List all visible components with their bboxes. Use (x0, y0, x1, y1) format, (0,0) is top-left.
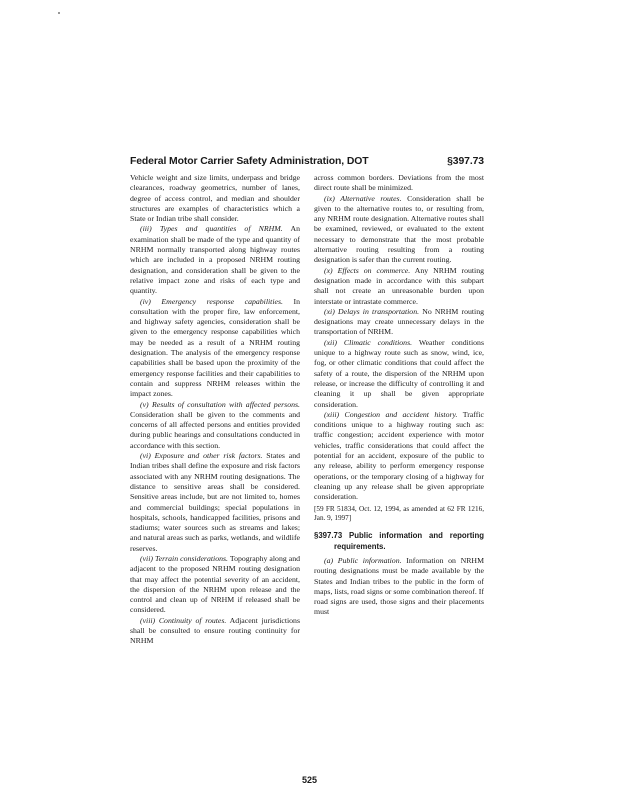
paragraph (130, 400, 300, 451)
paragraph (314, 194, 484, 266)
paragraph-heading: (v) Results of consultation with affected persons. (140, 399, 300, 409)
paragraph-text: Information on NRHM routing designations must be made available by the States and Indian tribes to the public in the form of maps, lists, road signs or some combination thereof. If road signs are used, those signs and their placements must (314, 555, 484, 617)
paragraph: Vehicle weight and size limits, underpass and bridge clearances, roadway geometrics, number of lanes, degree of access control, and median and shoulder structures are examples of characteristics which a State or Indian tribe shall consider. (130, 173, 300, 224)
paragraph-text: Weather conditions unique to a highway route such as snow, wind, ice, fog, or other climatic conditions that could affect the safety of a route, the dispersion of the NRHM upon release, or increase the difficulty of controlling it and cleaning it up shall be given appropriate consideration. (314, 337, 484, 409)
paragraph-text: Any NRHM routing designation made in accordance with this subpart shall not create an unreasonable burden upon interstate or intrastate commerce. (314, 265, 485, 306)
paragraph-heading: (vii) Terrain considerations. (140, 553, 228, 563)
paragraph-heading: (xii) Climatic conditions. (324, 337, 413, 347)
paragraph-heading: (ix) Alternative routes. (324, 193, 402, 203)
paragraph (314, 307, 484, 338)
paragraph-text: No NRHM routing designations may create unnecessary delays in the transportation of NRHM. (314, 306, 484, 337)
paragraph-text: Consideration shall be given to the alternative routes to, or resulting from, any NRHM route designation. Alternative routes shall be examined, reviewed, or evaluated to the extent necessary to demonstrate that the most probable alternative routing resulting from a routing designation is safer than the current routing. (314, 193, 484, 265)
scan-speck (58, 12, 60, 14)
paragraph (314, 338, 484, 410)
paragraph-heading: (x) Effects on commerce. (324, 265, 411, 275)
paragraph (314, 410, 484, 503)
paragraph (130, 297, 300, 400)
right-column (314, 173, 484, 618)
paragraph (130, 224, 300, 296)
paragraph-heading: (iv) Emergency response capabilities. (140, 296, 283, 306)
paragraph-text: States and Indian tribes shall define the exposure and risk factors associated with any NRHM routing designations. The distance to sensitive areas shall be considered. Sensitive areas include, but are not limited to, homes and commercial buildings; special populations in hospitals, schools, handicapped facilities, prisons and stadiums; water sources such as streams and lakes; and natural areas such as parks, wetlands, and wildlife reserves. (130, 451, 301, 553)
paragraph-text: An examination shall be made of the type and quantity of NRHM normally transported along highway routes which are included in a proposed NRHM routing designation, and consideration shall be given to the relative impact zone and risks of each type and quantity. (130, 224, 300, 296)
paragraph-heading: (viii) Continuity of routes. (140, 615, 227, 625)
paragraph (130, 616, 300, 647)
paragraph (314, 266, 484, 307)
paragraph-text: Traffic conditions unique to a highway routing such as: traffic congestion; accident experience with motor vehicles, traffic considerations that could affect the potential for an accident, exposure of the public to any release, ability to perform emergency response operations, or the temporary closing of a highway for cleaning up any release shall be given appropriate consideration. (314, 409, 484, 502)
paragraph-text: Topography along and adjacent to the proposed NRHM routing designation that may affect the potential severity of an accident, the dispersion of the NRHM upon release and the control and clean up of NRHM if released shall be considered. (130, 553, 301, 615)
paragraph-heading: (iii) Types and quantities of NRHM. (140, 224, 283, 234)
paragraph (314, 556, 484, 618)
section-header: §397.73 (447, 156, 484, 167)
paragraph-heading: (vi) Exposure and other risk factors. (140, 451, 263, 461)
paragraph-heading: (a) Public information. (324, 555, 402, 565)
section-heading: §397.73 Public information and reporting requirements. (314, 531, 484, 551)
paragraph: across common borders. Deviations from the most direct route shall be minimized. (314, 173, 484, 193)
paragraph (130, 451, 300, 554)
paragraph-heading: (xiii) Congestion and accident history. (324, 409, 458, 419)
paragraph (130, 554, 300, 616)
history-note: [59 FR 51834, Oct. 12, 1994, as amended at 62 FR 1216, Jan. 9, 1997] (314, 504, 484, 522)
left-column (130, 173, 300, 647)
agency-header: Federal Motor Carrier Safety Administration, DOT (130, 156, 369, 167)
paragraph-text: Adjacent jurisdictions shall be consulted to ensure routing continuity for NRHM (130, 615, 300, 646)
paragraph-text: In consultation with the proper fire, law enforcement, and highway safety agencies, consideration shall be given to the emergency response capabilities which may be needed as a result of a NRHM routing designation. The analysis of the emergency response capabilities shall be based upon the proximity of the emergency response facilities and their capabilities to contain and suppress NRHM releases within the impact zones. (130, 296, 300, 399)
page-number: 525 (301, 775, 318, 785)
paragraph-text: Consideration shall be given to the comments and concerns of all affected persons and entities provided during public hearings and consultations conducted in accordance with this section. (130, 409, 300, 450)
paragraph-heading: (xi) Delays in transportation. (324, 306, 420, 316)
